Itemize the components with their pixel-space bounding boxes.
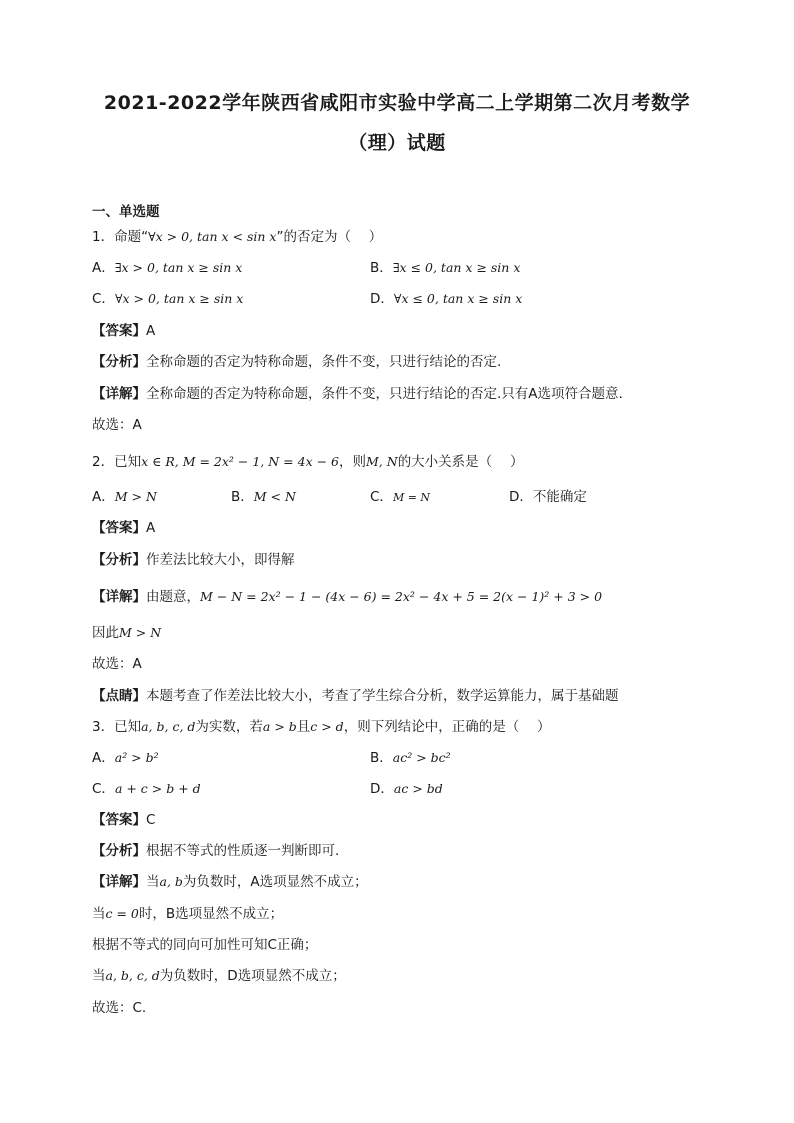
q3-option-d bbox=[370, 779, 443, 799]
q3-option-c bbox=[92, 779, 201, 799]
q3-l2-post: 时，B选项显然不成立； bbox=[138, 906, 284, 922]
q1-option-c-math: ∀x > 0, tan x ≥ sin x bbox=[114, 291, 244, 306]
q3-l2-math: c = 0 bbox=[105, 906, 139, 921]
q1-option-d bbox=[370, 289, 522, 309]
q1-answer-value: A bbox=[146, 323, 156, 339]
q2-comment bbox=[92, 686, 619, 706]
q3-choose: 故选：C. bbox=[92, 1000, 147, 1016]
q1-option-b bbox=[370, 258, 520, 278]
q2-comment-tag: 【点睛】 bbox=[92, 688, 146, 704]
q3-l4-pre: 当 bbox=[92, 968, 106, 984]
q1-option-d-label: D． bbox=[370, 291, 394, 307]
q1-detail bbox=[92, 384, 623, 404]
q3-option-a bbox=[92, 748, 159, 768]
q1-answer bbox=[92, 321, 155, 341]
q3-answer bbox=[92, 810, 155, 830]
q1-option-a bbox=[92, 258, 242, 278]
q3-detail bbox=[92, 872, 368, 892]
q3-detail-line-2 bbox=[92, 904, 283, 924]
q3-option-b-label: B． bbox=[370, 750, 393, 766]
q3-stem-math2: a > b bbox=[262, 719, 297, 734]
q1-detail-text: 全称命题的否定为特称命题，条件不变，只进行结论的否定.只有A选项符合题意. bbox=[146, 386, 623, 402]
q2-option-a-label: A． bbox=[92, 489, 115, 505]
q2-analysis-text: 作差法比较大小，即得解 bbox=[146, 552, 295, 568]
q2-option-d-text: 不能确定 bbox=[532, 489, 587, 505]
q3-l2-pre: 当 bbox=[92, 906, 106, 922]
q1-detail-tag: 【详解】 bbox=[92, 386, 146, 402]
q3-detail-line-3: 根据不等式的同向可加性可知C正确； bbox=[92, 937, 318, 953]
q1-choose: 故选：A bbox=[92, 417, 142, 433]
q1-stem-pre: 1．命题“ bbox=[92, 229, 149, 245]
q2-hence bbox=[92, 623, 161, 643]
q3-answer-value: C bbox=[146, 812, 156, 828]
q3-analysis bbox=[92, 841, 339, 861]
q2-option-b bbox=[231, 487, 296, 507]
q3-detail-tag: 【详解】 bbox=[92, 874, 146, 890]
q1-analysis-tag: 【分析】 bbox=[92, 354, 146, 370]
doc-title-line-2: （理）试题 bbox=[348, 132, 446, 154]
q1-option-a-label: A． bbox=[92, 260, 115, 276]
q2-stem bbox=[92, 452, 523, 472]
q1-stem bbox=[92, 227, 382, 247]
q1-option-d-math: ∀x ≤ 0, tan x ≥ sin x bbox=[393, 291, 523, 306]
q2-detail bbox=[92, 587, 602, 607]
q3-detail-post: 为负数时，A选项显然不成立； bbox=[182, 874, 368, 890]
q2-option-a-math: M > N bbox=[114, 489, 157, 504]
q2-choose: 故选：A bbox=[92, 656, 142, 672]
q1-stem-post: ”的否定为（ ） bbox=[276, 229, 383, 245]
q2-answer-tag: 【答案】 bbox=[92, 520, 146, 536]
q3-stem-mid2: 且 bbox=[296, 719, 311, 735]
q1-option-b-label: B． bbox=[370, 260, 393, 276]
section-heading: 一、单选题 bbox=[92, 204, 160, 220]
q3-analysis-text: 根据不等式的性质逐一判断即可. bbox=[146, 843, 340, 859]
doc-title-line-1: 2021-2022学年陕西省咸阳市实验中学高二上学期第二次月考数学 bbox=[103, 92, 691, 114]
q3-option-b bbox=[370, 748, 451, 768]
q3-stem-math3: c > d bbox=[310, 719, 344, 734]
q3-option-d-label: D． bbox=[370, 781, 394, 797]
q1-option-a-math: ∃x > 0, tan x ≥ sin x bbox=[114, 260, 243, 275]
q2-option-d-label: D． bbox=[509, 489, 533, 505]
q2-analysis bbox=[92, 550, 295, 570]
q3-option-b-math: ac² > bc² bbox=[392, 750, 451, 765]
q3-analysis-tag: 【分析】 bbox=[92, 843, 146, 859]
q2-stem-math: x ∈ R, M = 2x² − 1, N = 4x − 6 bbox=[141, 454, 339, 469]
q2-answer-value: A bbox=[146, 520, 156, 536]
q3-detail-math: a, b bbox=[159, 874, 183, 889]
q1-option-b-math: ∃x ≤ 0, tan x ≥ sin x bbox=[392, 260, 521, 275]
q3-l4-math: a, b, c, d bbox=[105, 968, 160, 983]
q3-option-a-math: a² > b² bbox=[114, 750, 159, 765]
q3-detail-pre: 当 bbox=[146, 874, 160, 890]
q3-stem-post: ，则下列结论中，正确的是（ ） bbox=[343, 719, 551, 735]
q3-stem-pre: 3．已知 bbox=[92, 719, 142, 735]
q1-answer-tag: 【答案】 bbox=[92, 323, 146, 339]
q2-option-c bbox=[370, 487, 430, 508]
q3-detail-line-4 bbox=[92, 966, 346, 986]
q2-option-b-math: M < N bbox=[253, 489, 296, 504]
q3-stem-math: a, b, c, d bbox=[141, 719, 196, 734]
q3-stem-mid: 为实数，若 bbox=[195, 719, 263, 735]
q2-stem-post: 的大小关系是（ ） bbox=[397, 454, 524, 470]
q2-detail-pre: 由题意， bbox=[146, 589, 200, 605]
q2-stem-pre: 2．已知 bbox=[92, 454, 142, 470]
q2-detail-math: M − N = 2x² − 1 − (4x − 6) = 2x² − 4x + 5 = 2(x − 1)² + 3 > 0 bbox=[200, 589, 603, 604]
q1-analysis bbox=[92, 352, 501, 372]
q2-stem-mid: ，则 bbox=[339, 454, 366, 470]
q2-analysis-tag: 【分析】 bbox=[92, 552, 146, 568]
q2-detail-tag: 【详解】 bbox=[92, 589, 146, 605]
q2-hence-pre: 因此 bbox=[92, 625, 119, 641]
q2-option-c-math: M = N bbox=[392, 491, 431, 504]
q3-option-c-math: a + c > b + d bbox=[114, 781, 201, 796]
q1-option-c-label: C． bbox=[92, 291, 115, 307]
q3-l4-post: 为负数时，D选项显然不成立； bbox=[159, 968, 346, 984]
q2-option-b-label: B． bbox=[231, 489, 254, 505]
q1-stem-math: ∀x > 0, tan x < sin x bbox=[148, 229, 277, 244]
q3-option-c-label: C． bbox=[92, 781, 115, 797]
q2-answer bbox=[92, 518, 155, 538]
q2-option-d bbox=[509, 487, 587, 507]
q2-stem-math2: M, N bbox=[366, 454, 398, 469]
q1-analysis-text: 全称命题的否定为特称命题，条件不变，只进行结论的否定. bbox=[146, 354, 502, 370]
q2-comment-text: 本题考查了作差法比较大小，考查了学生综合分析，数学运算能力，属于基础题 bbox=[146, 688, 619, 704]
q3-stem bbox=[92, 717, 551, 737]
q1-option-c bbox=[92, 289, 243, 309]
q3-option-d-math: ac > bd bbox=[393, 781, 443, 796]
q3-answer-tag: 【答案】 bbox=[92, 812, 146, 828]
q3-option-a-label: A． bbox=[92, 750, 115, 766]
q2-option-a bbox=[92, 487, 157, 507]
q2-hence-math: M > N bbox=[119, 625, 162, 640]
q2-option-c-label: C． bbox=[370, 489, 393, 505]
